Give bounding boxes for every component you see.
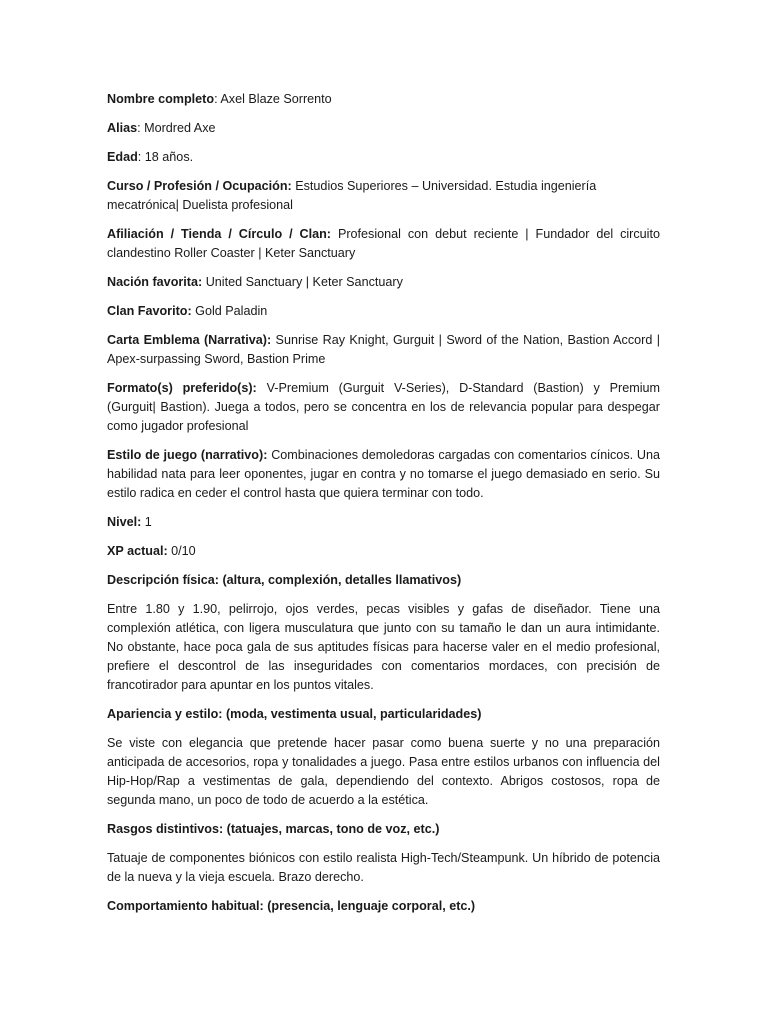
section-heading-comportamiento: Comportamiento habitual: (presencia, lenguaje corporal, etc.) (107, 899, 476, 913)
field-value: Combinaciones demoledoras cargadas con comentarios cínicos. Una habilidad nata para leer oponentes, jugar en contra y no tomarse el juego demasiado en serio. Su estilo radica en ceder el control hasta que quiera terminar con todo. (107, 448, 660, 500)
field-value: 18 años. (144, 150, 194, 164)
field-label: Nivel: (107, 515, 142, 529)
field-value: Estudios Superiores – Universidad. Estudia ingeniería mecatrónica| Duelista profesional (107, 179, 597, 212)
section-heading-apariencia: Apariencia y estilo: (moda, vestimenta usual, particularidades) (107, 707, 482, 721)
field-value: Axel Blaze Sorrento (220, 92, 332, 106)
field-label: Estilo de juego (narrativo): (107, 448, 268, 462)
field-clan-favorito (107, 302, 660, 321)
field-nombre-completo (107, 90, 660, 109)
field-value: Mordred Axe (144, 121, 216, 135)
field-label: Carta Emblema (Narrativa): (107, 333, 272, 347)
document-page (107, 90, 660, 926)
section-body-descripcion-fisica: Entre 1.80 y 1.90, pelirrojo, ojos verdes, pecas visibles y gafas de diseñador. Tiene una complexión atlética, con ligera musculatura que junto con su tamaño le dan un aura intimidante. No obstante, hace poca gala de sus aptitudes físicas para hacerse valer en el medio profesional, prefiere el descontrol de las inseguridades con comentarios mordaces, con precisión de francotirador para apuntar en los puntos vitales. (107, 602, 660, 692)
field-label: Edad (107, 150, 138, 164)
field-separator: : (214, 92, 221, 106)
field-label: Alias (107, 121, 138, 135)
field-afiliacion (107, 225, 660, 263)
field-value: Sunrise Ray Knight, Gurguit | Sword of the Nation, Bastion Accord | Apex-surpassing Sword, Bastion Prime (107, 333, 661, 366)
field-value: United Sanctuary | Keter Sanctuary (205, 275, 403, 289)
field-label: Afiliación / Tienda / Círculo / Clan: (107, 227, 331, 241)
field-value: 1 (144, 515, 152, 529)
field-separator: : (137, 150, 145, 164)
field-label: Curso / Profesión / Ocupación: (107, 179, 292, 193)
field-alias (107, 119, 660, 138)
field-separator (257, 381, 267, 395)
field-nivel (107, 513, 660, 532)
field-xp-actual (107, 542, 660, 561)
field-estilo-de-juego (107, 446, 660, 503)
field-value: Profesional con debut reciente | Fundador del circuito clandestino Roller Coaster | Keter Sanctuary (107, 227, 660, 260)
field-nacion-favorita (107, 273, 660, 292)
field-label: Nombre completo (107, 92, 215, 106)
field-label: Clan Favorito: (107, 304, 192, 318)
section-heading-rasgos: Rasgos distintivos: (tatuajes, marcas, tono de voz, etc.) (107, 822, 440, 836)
section-body-rasgos: Tatuaje de componentes biónicos con estilo realista High-Tech/Steampunk. Un híbrido de potencia de la nueva y la vieja escuela. Brazo derecho. (107, 851, 660, 884)
field-label: Formato(s) preferido(s): (107, 381, 257, 395)
field-ocupacion (107, 177, 660, 215)
field-value: V-Premium (Gurguit V-Series), D-Standard (Bastion) y Premium (Gurguit| Bastion). Juega a todos, pero se concentra en los de relevancia popular para despegar como jugador profesional (107, 381, 661, 433)
field-label: XP actual: (107, 544, 168, 558)
field-formatos (107, 379, 660, 436)
section-heading-descripcion-fisica: Descripción física: (altura, complexión, detalles llamativos) (107, 573, 462, 587)
field-separator: : (137, 121, 145, 135)
field-separator (331, 227, 338, 241)
field-edad (107, 148, 660, 167)
section-body-apariencia: Se viste con elegancia que pretende hacer pasar como buena suerte y no una preparación anticipada de accesorios, ropa y tonalidades a juego. Pasa entre estilos urbanos con influencia del Hip-Hop/Rap a vestimentas de gala, dependiendo del contexto. Abrigos costosos, ropa de segunda mano, un poco de todo de acuerdo a la estética. (107, 736, 660, 807)
field-carta-emblema (107, 331, 660, 369)
field-value: Gold Paladin (195, 304, 268, 318)
field-value: 0/10 (171, 544, 196, 558)
field-label: Nación favorita: (107, 275, 203, 289)
